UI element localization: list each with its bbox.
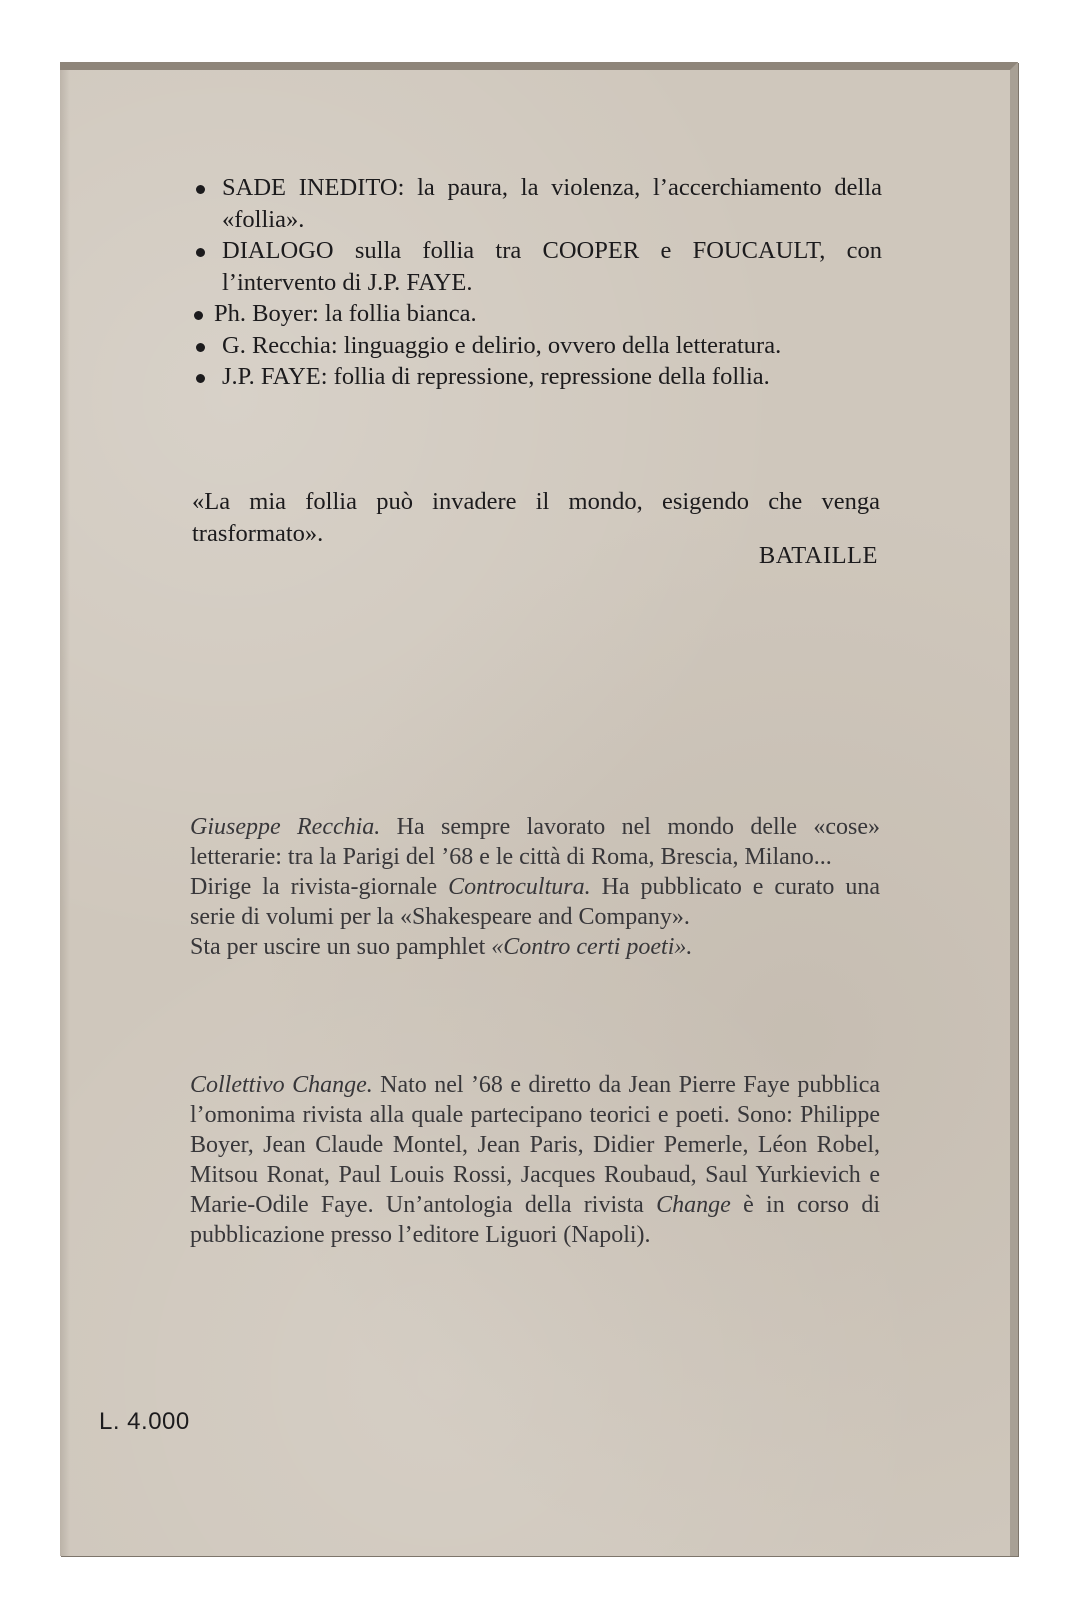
contents-item: [192, 172, 882, 235]
author-bio-change: [190, 1070, 880, 1250]
contents-item-text: DIALOGO sulla follia tra COOPER e FOUCAULT, con l’intervento di J.P. FAYE.: [222, 237, 882, 296]
journal-title: Controcultura.: [448, 874, 591, 900]
contents-item: [192, 298, 882, 330]
bio-text: Nato nel ’68 e diretto da Jean Pierre Faye pubblica l’omonima rivista alla quale partecipano teorici e poeti. Sono: Philippe Boyer, Jean Claude Montel, Jean Paris, Didier Pemerle, Léon Robel, Mitsou Ronat, Paul Louis Rossi, Jacques Roubaud, Saul Yurkievich e Marie-Odile Faye. Un’antologia della rivista: [190, 1072, 880, 1218]
bullet-dot-icon: [196, 185, 205, 194]
author-name: Giuseppe Recchia.: [190, 814, 381, 840]
collective-name: Collettivo Change.: [190, 1072, 373, 1098]
bio-text: Dirige la rivista-giornale: [190, 874, 449, 900]
bullet-dot-icon: [196, 343, 205, 352]
contents-item: [192, 361, 882, 393]
bullet-dot-icon: [194, 311, 203, 320]
contents-item-text: J.P. FAYE: follia di repressione, repressione della follia.: [222, 363, 770, 390]
bio-paragraph: [190, 872, 880, 932]
contents-item: [192, 235, 882, 298]
epigraph-author: BATAILLE: [758, 542, 878, 569]
magazine-title: Change: [656, 1192, 731, 1218]
contents-item: [192, 330, 882, 362]
bullet-dot-icon: [196, 374, 205, 383]
price-label: L. 4.000: [99, 1408, 190, 1435]
bio-paragraph: [190, 812, 880, 872]
bio-paragraph: [190, 932, 880, 962]
contents-list: [192, 172, 882, 393]
contents-item-text: G. Recchia: linguaggio e delirio, ovvero della letteratura.: [222, 331, 782, 359]
bio-text: Ha pubblicato e curato una serie di volumi per la «Shakespeare and Company».: [190, 874, 881, 930]
cover-edge-shadow: [60, 70, 70, 1556]
bio-text: è in corso di pubblicazione presso l’editore Liguori (Napoli).: [190, 1192, 880, 1248]
author-bio-recchia: [190, 812, 880, 962]
pamphlet-title: «Contro certi poeti».: [491, 934, 693, 960]
bio-paragraph: [190, 1070, 880, 1250]
bullet-dot-icon: [196, 248, 205, 257]
bio-text: Sta per uscire un suo pamphlet: [190, 934, 492, 960]
contents-item-text: Ph. Boyer: la follia bianca.: [214, 300, 477, 327]
bio-text: Ha sempre lavorato nel mondo delle «cose» letterarie: tra la Parigi del ’68 e le città di Roma, Brescia, Milano...: [190, 814, 880, 870]
epigraph-quote: «La mia follia può invadere il mondo, esigendo che venga trasformato».: [192, 488, 880, 547]
contents-item-text: SADE INEDITO: la paura, la violenza, l’accerchiamento della «follia».: [222, 174, 882, 233]
